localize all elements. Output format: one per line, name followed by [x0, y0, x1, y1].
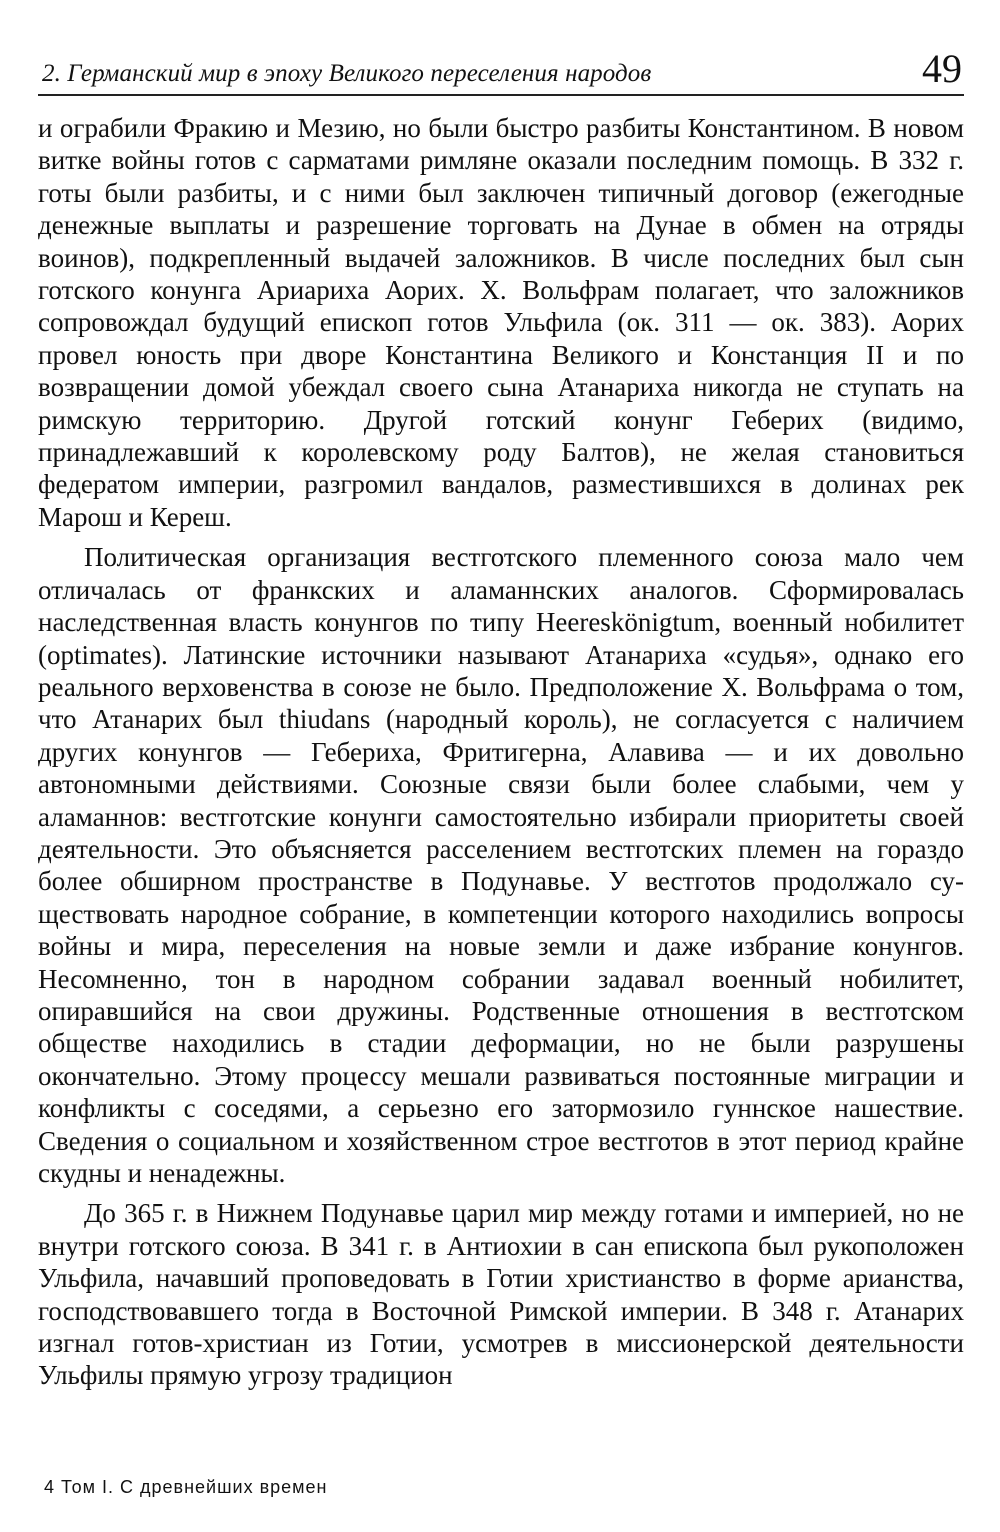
page-number: 49	[922, 46, 962, 91]
running-head	[38, 40, 964, 96]
book-page	[38, 40, 964, 1500]
paragraph-2: Политическая организация вестготского племенного союза мало чем отличалась от франкских и аламаннских аналогов. Сформировалась наследственная власть конунгов по типу Heereskönigtum, военный нобилитет (optimates). Латинские источники называют Атанариха «судья», однако его реального верховенства в союзе не было. Предположение Х. Вольфрама о том, что Атанарих был thiudans (народный король), не согласуется с наличием других конунгов — Гебериха, Фритигерна, Алавива — и их довольно автономными действиями. Союзные связи были более слабыми, чем у аламаннов: вестготские конунги самостоятельно избирали приоритеты своей деятельности. Это объясняется расселением вестготских племен на гораздо более обширном пространстве в Подунавье. У вестготов продолжало существовать народное собрание, в компетенции которого находились вопросы войны и мира, переселения на новые земли и даже избрание конунгов. Несомненно, тон в народном собрании задавал военный нобилитет, опиравшийся на свои дружины. Родственные отношения в вестготском обществе находились в стадии деформации, но не были разрушены окончательно. Этому процессу мешали развиваться постоянные миграции и конфликты с соседями, а серьезно его затормозило гуннское нашествие. Сведения о социальном и хозяйственном строе вестготов в этот период крайне скудны и ненадежны.	[38, 542, 964, 1188]
body-text	[38, 112, 964, 1392]
paragraph-3: До 365 г. в Нижнем Подунавье царил мир между готами и империей, но не внутри готского союза. В 341 г. в Антиохии в сан епископа был рукоположен Ульфила, начавший проповедовать в Готии христианство в форме арианства, господствовавшего тогда в Восточной Римской империи. В 348 г. Атанарих изгнал готов-христиан из Готии, усмотрев в миссионерской деятельности Ульфилы прямую угрозу традицион	[38, 1198, 964, 1391]
signature-footer: 4 Том I. С древнейших времен	[44, 1477, 328, 1497]
running-title: 2. Германский мир в эпоху Великого переселения народов	[42, 60, 652, 87]
paragraph-1: и ограбили Фракию и Мезию, но были быстро разбиты Константином. В новом витке войны готов с сарматами римляне оказали последним помощь. В 332 г. готы были разбиты, и с ними был заключен типичный договор (ежегодные денежные выплаты и разрешение торговать на Дунае в обмен на отряды воинов), подкрепленный выдачей заложников. В числе последних был сын готского конунга Ариариха Аорих. Х. Вольфрам полагает, что заложников сопровождал будущий епископ готов Ульфила (ок. 311 — ок. 383). Аорих провел юность при дворе Константина Великого и Констанция II и по возвращении домой убеждал своего сына Атанариха никогда не ступать на римскую территорию. Другой готский конунг Геберих (видимо, принадлежавший к королевскому роду Балтов), не желая становиться федератом империи, разгромил вандалов, разместившихся в долинах рек Марош и Кереш.	[38, 113, 964, 532]
